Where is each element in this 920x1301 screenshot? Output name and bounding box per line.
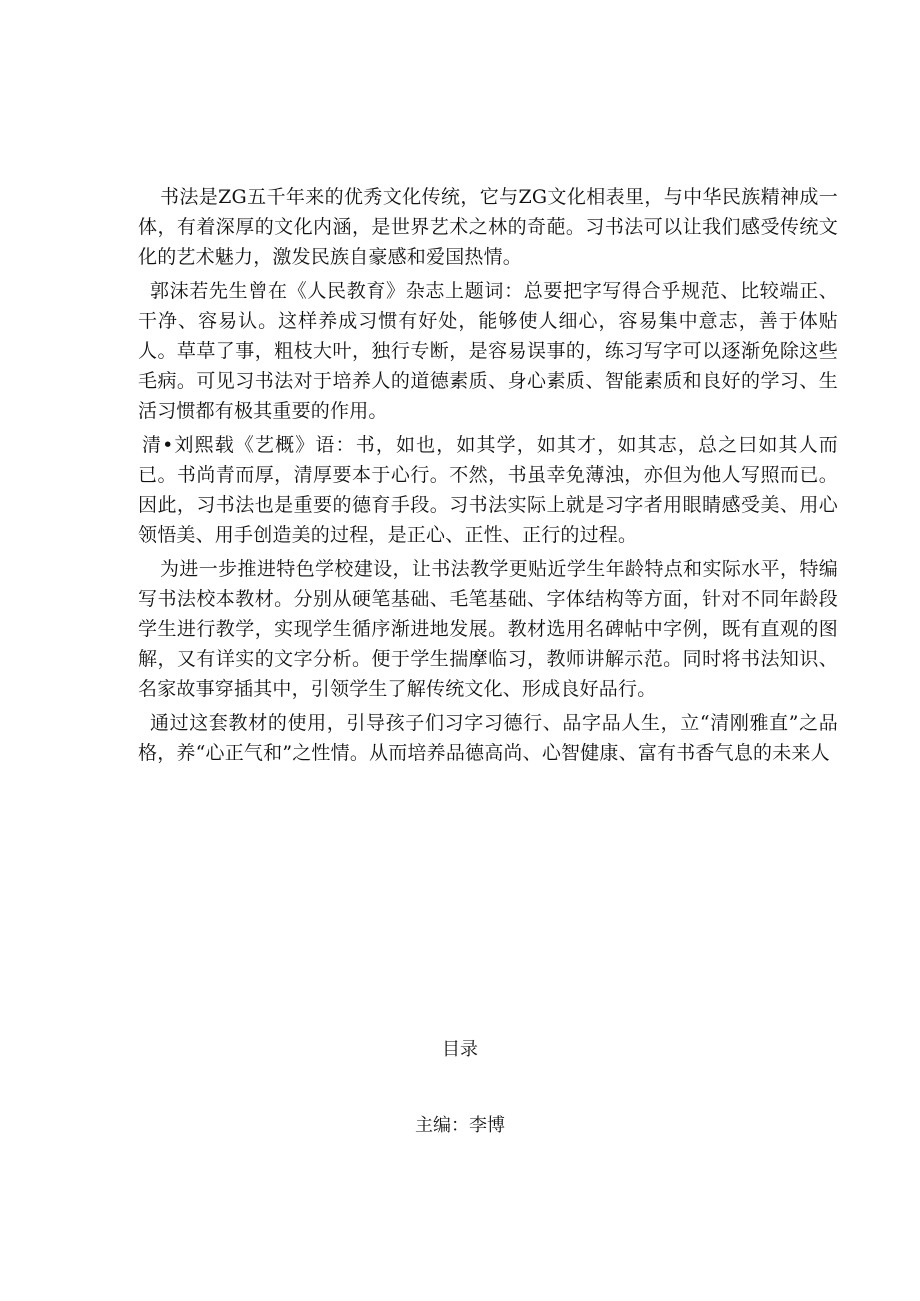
paragraph-textbook-goal: 通过这套教材的使用，引导孩子们习字习德行、品字品人生，立“清刚雅直”之品格，养“心正气和”之性情。从而培养品德高尚、心智健康、富有书香气息的未来人 — [138, 712, 838, 764]
paragraph-liu-xizai-quote: 清•刘熙载《艺概》语：书，如也，如其学，如其才，如其志，总之曰如其人而已。书尚青而厚，清厚要本于心行。不然，书虽幸免薄浊，亦但为他人写照而已。因此，习书法也是重要的德育手段。习书法实际上就是习字者用眼睛感受美、用心领悟美、用手创造美的过程，是正心、正性、正行的过程。 — [138, 434, 838, 546]
editor-credit: 主编：李博 — [415, 1115, 505, 1136]
paragraph-school-textbook: 为进一步推进特色学校建设，让书法教学更贴近学生年龄特点和实际水平，特编写书法校本教材。分别从硬笔基础、毛笔基础、字体结构等方面，针对不同年龄段学生进行教学，实现学生循序渐进地发展。教材选用名碑帖中字例，既有直观的图解，又有详实的文字分析。便于学生揣摩临习，教师讲解示范。同时将书法知识、名家故事穿插其中，引领学生了解传统文化、形成良好品行。 — [138, 558, 838, 700]
paragraph-calligraphy-tradition: 书法是ZG五千年来的优秀文化传统，它与ZG文化相表里，与中华民族精神成一体，有着深厚的文化内涵，是世界艺术之林的奇葩。习书法可以让我们感受传统文化的艺术魅力，激发民族自豪感和爱国热情。 — [138, 186, 838, 268]
table-of-contents-heading: 目录 — [442, 1039, 478, 1060]
paragraph-guo-moruo-inscription: 郭沫若先生曾在《人民教育》杂志上题词：总要把字写得合乎规范、比较端正、干净、容易认。这样养成习惯有好处，能够使人细心，容易集中意志，善于体贴人。草草了事，粗枝大叶，独行专断，是容易误事的，练习写字可以逐渐免除这些毛病。可见习书法对于培养人的道德素质、身心素质、智能素质和良好的学习、生活习惯都有极其重要的作用。 — [138, 280, 838, 422]
body-text — [138, 182, 838, 768]
